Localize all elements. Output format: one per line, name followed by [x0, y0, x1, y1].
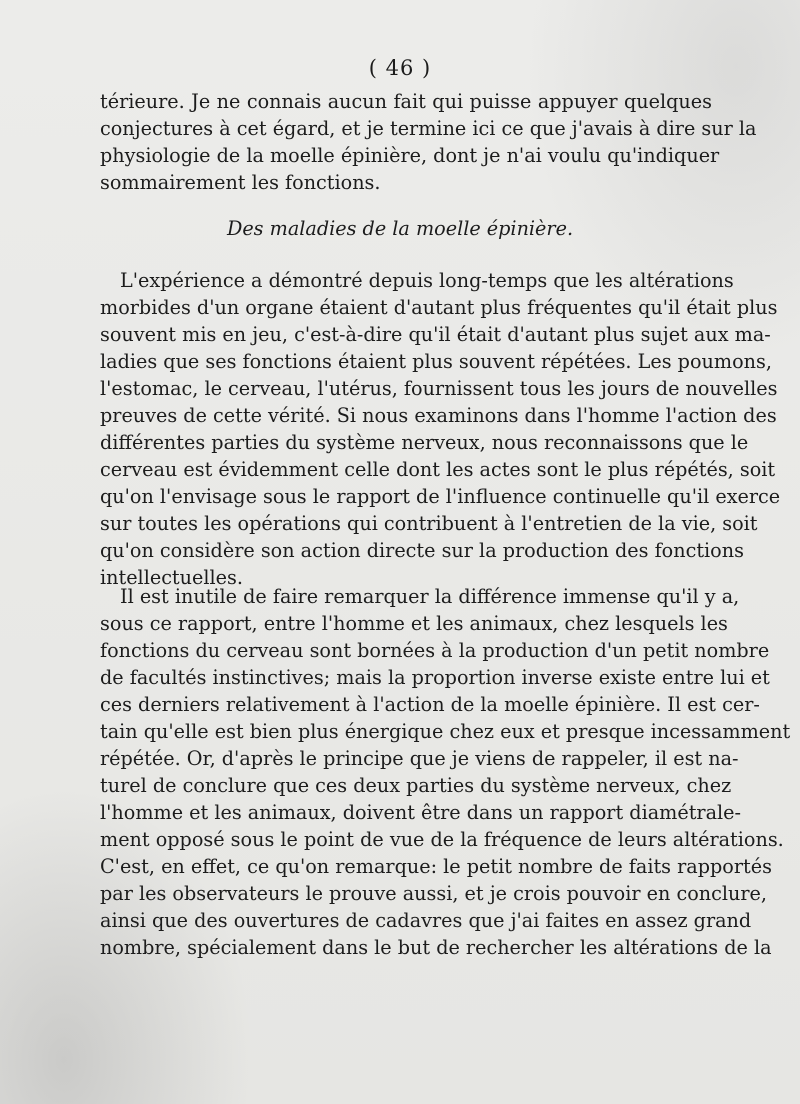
text-line: qu'on considère son action directe sur la production des fonctions [100, 539, 744, 562]
text-line: l'homme et les animaux, doivent être dans un rapport diamétrale- [100, 801, 741, 824]
text-line: tain qu'elle est bien plus énergique chez eux et presque incessamment [100, 720, 791, 743]
paragraph-comparison [100, 583, 791, 961]
text-line: répétée. Or, d'après le principe que je viens de rappeler, il est na- [100, 747, 739, 770]
text-line: ladies que ses fonctions étaient plus souvent répétées. Les poumons, [100, 350, 772, 373]
text-line: C'est, en effet, ce qu'on remarque: le petit nombre de faits rapportés [100, 855, 772, 878]
text-line: conjectures à cet égard, et je termine ici ce que j'avais à dire sur la [100, 117, 757, 140]
text-line: preuves de cette vérité. Si nous examinons dans l'homme l'action des [100, 404, 777, 427]
text-line: fonctions du cerveau sont bornées à la production d'un petit nombre [100, 639, 770, 662]
text-line: turel de conclure que ces deux parties du système nerveux, chez [100, 774, 732, 797]
text-line: Il est inutile de faire remarquer la différence immense qu'il y a, [120, 585, 740, 608]
text-line: qu'on l'envisage sous le rapport de l'influence continuelle qu'il exerce [100, 485, 781, 508]
text-line: térieure. Je ne connais aucun fait qui puisse appuyer quelques [100, 90, 712, 113]
text-line: nombre, spécialement dans le but de rechercher les altérations de la [100, 936, 772, 959]
text-line: ment opposé sous le point de vue de la fréquence de leurs altérations. [100, 828, 784, 851]
paragraph-continuation [100, 88, 757, 196]
text-line: de facultés instinctives; mais la proportion inverse existe entre lui et [100, 666, 770, 689]
text-line: sous ce rapport, entre l'homme et les animaux, chez lesquels les [100, 612, 728, 635]
text-line: par les observateurs le prouve aussi, et je crois pouvoir en conclure, [100, 882, 767, 905]
text-line: souvent mis en jeu, c'est-à-dire qu'il était d'autant plus sujet aux ma- [100, 323, 771, 346]
text-line: sommairement les fonctions. [100, 171, 381, 194]
text-line: sur toutes les opérations qui contribuent à l'entretien de la vie, soit [100, 512, 758, 535]
text-line: l'estomac, le cerveau, l'utérus, fournissent tous les jours de nouvelles [100, 377, 778, 400]
text-line: cerveau est évidemment celle dont les actes sont le plus répétés, soit [100, 458, 776, 481]
text-line: morbides d'un organe étaient d'autant plus fréquentes qu'il était plus [100, 296, 778, 319]
text-line: ces derniers relativement à l'action de la moelle épinière. Il est cer- [100, 693, 760, 716]
text-line: intellectuelles. [100, 566, 243, 589]
section-heading: Des maladies de la moelle épinière. [226, 217, 574, 240]
text-line: L'expérience a démontré depuis long-temps que les altérations [120, 269, 734, 292]
text-line: ainsi que des ouvertures de cadavres que j'ai faites en assez grand [100, 909, 752, 932]
page-number: ( 46 ) [368, 56, 432, 80]
text-line: physiologie de la moelle épinière, dont je n'ai voulu qu'indiquer [100, 144, 720, 167]
paragraph-experience [100, 267, 781, 591]
text-line: différentes parties du système nerveux, nous reconnaissons que le [100, 431, 749, 454]
